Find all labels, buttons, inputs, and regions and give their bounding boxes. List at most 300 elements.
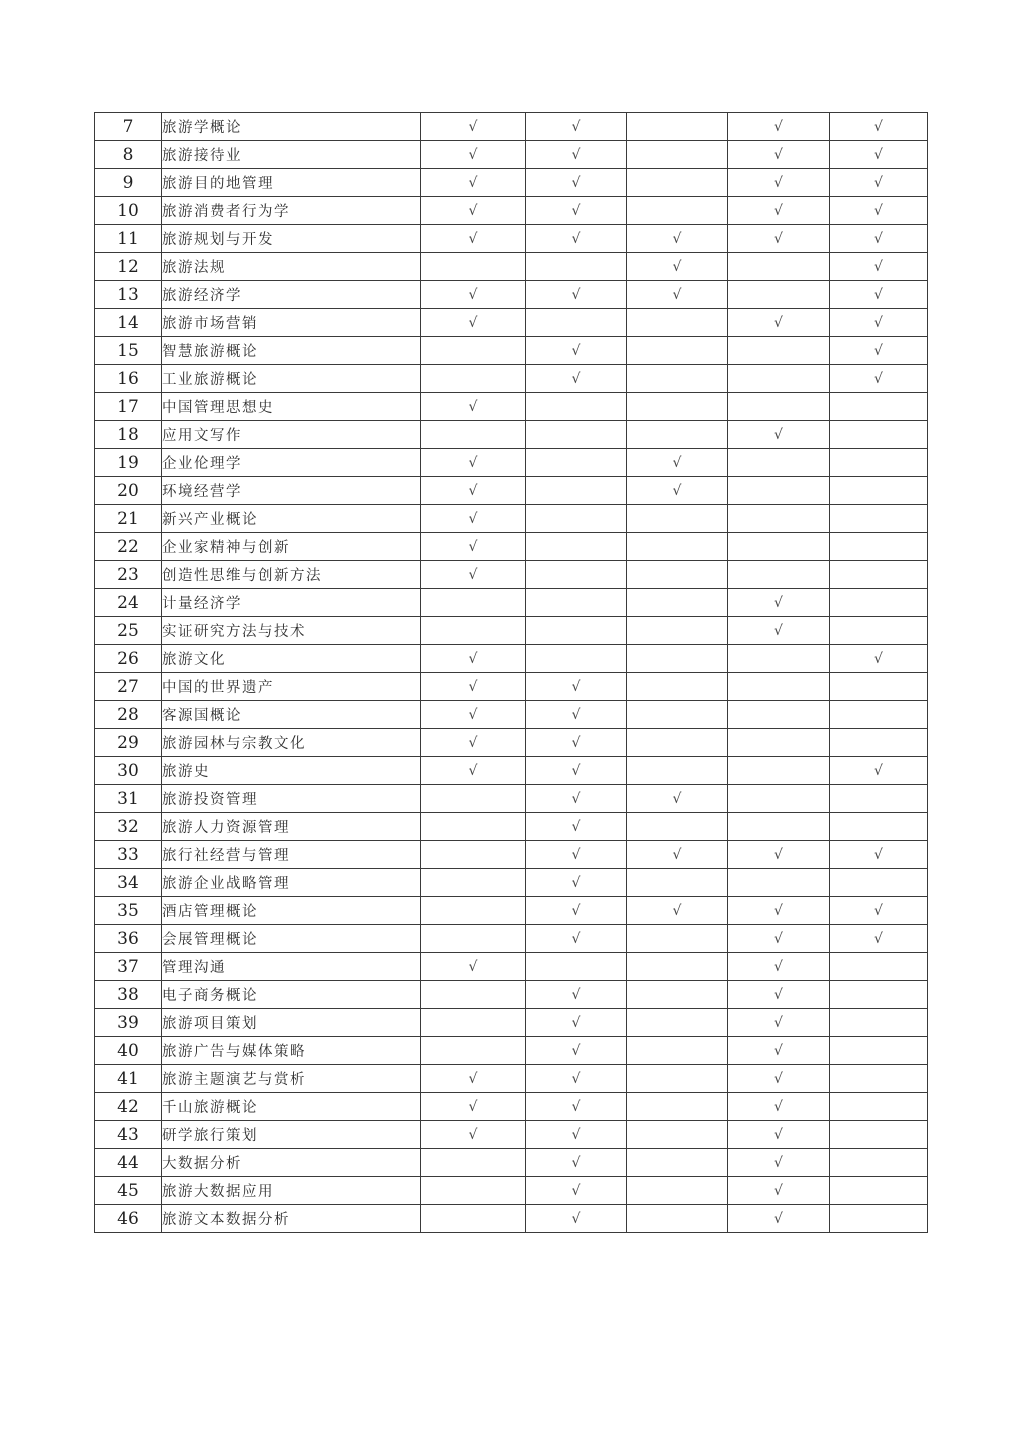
check-cell: √ <box>830 841 928 869</box>
table-row <box>95 225 928 253</box>
row-number-cell: 24 <box>95 589 162 617</box>
check-cell: √ <box>830 365 928 393</box>
check-cell: √ <box>526 981 627 1009</box>
course-name-cell: 计量经济学 <box>162 589 421 617</box>
row-number-cell: 44 <box>95 1149 162 1177</box>
row-number-cell: 35 <box>95 897 162 925</box>
row-number-cell: 17 <box>95 393 162 421</box>
check-cell: √ <box>526 925 627 953</box>
check-cell: √ <box>421 1065 526 1093</box>
row-number-cell: 25 <box>95 617 162 645</box>
check-cell <box>526 421 627 449</box>
check-cell: √ <box>526 1205 627 1233</box>
check-cell <box>421 421 526 449</box>
table-row <box>95 701 928 729</box>
check-cell <box>421 1149 526 1177</box>
table-row <box>95 841 928 869</box>
check-cell <box>526 253 627 281</box>
table-row <box>95 533 928 561</box>
check-cell <box>526 309 627 337</box>
check-cell <box>627 1205 728 1233</box>
check-cell: √ <box>526 1121 627 1149</box>
check-cell <box>728 729 830 757</box>
check-cell: √ <box>526 673 627 701</box>
table-row <box>95 813 928 841</box>
table-row <box>95 477 928 505</box>
check-cell: √ <box>728 1121 830 1149</box>
check-cell <box>421 617 526 645</box>
check-cell: √ <box>421 729 526 757</box>
row-number-cell: 37 <box>95 953 162 981</box>
course-name-cell: 旅游广告与媒体策略 <box>162 1037 421 1065</box>
table-row <box>95 561 928 589</box>
check-cell <box>830 533 928 561</box>
check-cell <box>421 1037 526 1065</box>
course-name-cell: 旅游文化 <box>162 645 421 673</box>
check-cell <box>627 953 728 981</box>
check-cell <box>830 785 928 813</box>
check-cell <box>627 729 728 757</box>
row-number-cell: 38 <box>95 981 162 1009</box>
row-number-cell: 32 <box>95 813 162 841</box>
check-cell: √ <box>526 225 627 253</box>
check-cell: √ <box>526 701 627 729</box>
check-cell <box>627 701 728 729</box>
row-number-cell: 14 <box>95 309 162 337</box>
course-name-cell: 旅游项目策划 <box>162 1009 421 1037</box>
course-name-cell: 旅游学概论 <box>162 113 421 141</box>
check-cell: √ <box>728 841 830 869</box>
check-cell: √ <box>421 645 526 673</box>
check-cell <box>627 813 728 841</box>
check-cell <box>526 505 627 533</box>
check-cell: √ <box>728 169 830 197</box>
row-number-cell: 18 <box>95 421 162 449</box>
check-cell: √ <box>526 813 627 841</box>
check-cell: √ <box>421 225 526 253</box>
check-cell: √ <box>421 281 526 309</box>
table-row <box>95 141 928 169</box>
check-cell <box>830 673 928 701</box>
course-name-cell: 企业伦理学 <box>162 449 421 477</box>
check-cell <box>421 1009 526 1037</box>
row-number-cell: 21 <box>95 505 162 533</box>
table-row <box>95 421 928 449</box>
check-cell <box>830 1121 928 1149</box>
check-cell <box>830 505 928 533</box>
row-number-cell: 30 <box>95 757 162 785</box>
row-number-cell: 28 <box>95 701 162 729</box>
check-cell: √ <box>830 113 928 141</box>
table-row <box>95 589 928 617</box>
check-cell <box>830 1065 928 1093</box>
table-row <box>95 981 928 1009</box>
course-name-cell: 应用文写作 <box>162 421 421 449</box>
course-name-cell: 管理沟通 <box>162 953 421 981</box>
check-cell <box>830 1177 928 1205</box>
check-cell <box>627 673 728 701</box>
check-cell <box>627 981 728 1009</box>
course-name-cell: 大数据分析 <box>162 1149 421 1177</box>
check-cell: √ <box>728 897 830 925</box>
check-cell: √ <box>526 1177 627 1205</box>
check-cell <box>526 533 627 561</box>
table-row <box>95 1177 928 1205</box>
check-cell: √ <box>627 253 728 281</box>
course-name-cell: 千山旅游概论 <box>162 1093 421 1121</box>
check-cell: √ <box>421 757 526 785</box>
check-cell <box>627 421 728 449</box>
table-row <box>95 757 928 785</box>
check-cell: √ <box>728 309 830 337</box>
row-number-cell: 26 <box>95 645 162 673</box>
course-name-cell: 工业旅游概论 <box>162 365 421 393</box>
check-cell: √ <box>728 1093 830 1121</box>
check-cell: √ <box>421 533 526 561</box>
row-number-cell: 46 <box>95 1205 162 1233</box>
check-cell: √ <box>728 225 830 253</box>
check-cell <box>627 113 728 141</box>
table-row <box>95 197 928 225</box>
table-row <box>95 953 928 981</box>
check-cell <box>627 197 728 225</box>
check-cell: √ <box>830 897 928 925</box>
check-cell <box>830 953 928 981</box>
table-row <box>95 925 928 953</box>
check-cell <box>627 505 728 533</box>
check-cell <box>830 729 928 757</box>
check-cell: √ <box>627 225 728 253</box>
check-cell <box>830 1205 928 1233</box>
check-cell: √ <box>830 337 928 365</box>
check-cell: √ <box>830 169 928 197</box>
row-number-cell: 15 <box>95 337 162 365</box>
check-cell <box>728 337 830 365</box>
check-cell: √ <box>526 1065 627 1093</box>
check-cell: √ <box>627 281 728 309</box>
check-cell: √ <box>421 1093 526 1121</box>
check-cell <box>627 1121 728 1149</box>
course-name-cell: 旅行社经营与管理 <box>162 841 421 869</box>
row-number-cell: 36 <box>95 925 162 953</box>
check-cell <box>421 925 526 953</box>
check-cell: √ <box>830 925 928 953</box>
row-number-cell: 20 <box>95 477 162 505</box>
check-cell: √ <box>728 617 830 645</box>
table-row <box>95 393 928 421</box>
check-cell <box>728 869 830 897</box>
course-name-cell: 环境经营学 <box>162 477 421 505</box>
check-cell: √ <box>627 785 728 813</box>
row-number-cell: 23 <box>95 561 162 589</box>
check-cell: √ <box>421 113 526 141</box>
check-cell <box>627 169 728 197</box>
check-cell: √ <box>728 113 830 141</box>
check-cell <box>830 421 928 449</box>
check-cell: √ <box>421 505 526 533</box>
check-cell <box>728 813 830 841</box>
check-cell: √ <box>728 1065 830 1093</box>
check-cell: √ <box>728 1177 830 1205</box>
check-cell <box>728 505 830 533</box>
course-name-cell: 旅游大数据应用 <box>162 1177 421 1205</box>
check-cell <box>627 365 728 393</box>
row-number-cell: 19 <box>95 449 162 477</box>
check-cell <box>728 673 830 701</box>
check-cell <box>830 477 928 505</box>
check-cell <box>728 561 830 589</box>
check-cell: √ <box>830 197 928 225</box>
check-cell <box>627 925 728 953</box>
check-cell: √ <box>830 281 928 309</box>
check-cell: √ <box>421 477 526 505</box>
course-name-cell: 酒店管理概论 <box>162 897 421 925</box>
row-number-cell: 41 <box>95 1065 162 1093</box>
check-cell <box>627 617 728 645</box>
row-number-cell: 43 <box>95 1121 162 1149</box>
check-cell: √ <box>830 645 928 673</box>
check-cell: √ <box>830 309 928 337</box>
row-number-cell: 7 <box>95 113 162 141</box>
row-number-cell: 8 <box>95 141 162 169</box>
check-cell <box>830 449 928 477</box>
course-name-cell: 旅游目的地管理 <box>162 169 421 197</box>
table-row <box>95 365 928 393</box>
check-cell <box>728 477 830 505</box>
check-cell <box>830 561 928 589</box>
course-name-cell: 旅游人力资源管理 <box>162 813 421 841</box>
table-row <box>95 673 928 701</box>
table-body <box>95 113 928 1233</box>
check-cell: √ <box>627 841 728 869</box>
check-cell <box>526 589 627 617</box>
check-cell: √ <box>526 897 627 925</box>
course-name-cell: 电子商务概论 <box>162 981 421 1009</box>
check-cell: √ <box>830 141 928 169</box>
check-cell <box>421 897 526 925</box>
check-cell: √ <box>526 197 627 225</box>
row-number-cell: 45 <box>95 1177 162 1205</box>
check-cell <box>830 617 928 645</box>
check-cell <box>627 393 728 421</box>
check-cell: √ <box>421 141 526 169</box>
row-number-cell: 31 <box>95 785 162 813</box>
course-name-cell: 旅游规划与开发 <box>162 225 421 253</box>
course-name-cell: 创造性思维与创新方法 <box>162 561 421 589</box>
check-cell: √ <box>728 141 830 169</box>
table-row <box>95 645 928 673</box>
check-cell: √ <box>728 1037 830 1065</box>
check-cell <box>627 869 728 897</box>
table-row <box>95 897 928 925</box>
row-number-cell: 16 <box>95 365 162 393</box>
course-name-cell: 旅游法规 <box>162 253 421 281</box>
check-cell <box>627 309 728 337</box>
check-cell: √ <box>421 701 526 729</box>
check-cell: √ <box>421 197 526 225</box>
check-cell: √ <box>526 365 627 393</box>
table-row <box>95 169 928 197</box>
check-cell <box>421 1177 526 1205</box>
check-cell: √ <box>728 925 830 953</box>
check-cell <box>830 1037 928 1065</box>
row-number-cell: 33 <box>95 841 162 869</box>
check-cell: √ <box>728 1009 830 1037</box>
course-name-cell: 旅游市场营销 <box>162 309 421 337</box>
check-cell <box>421 589 526 617</box>
check-cell <box>526 645 627 673</box>
check-cell <box>830 393 928 421</box>
table-row <box>95 869 928 897</box>
check-cell: √ <box>526 841 627 869</box>
check-cell <box>526 393 627 421</box>
check-cell <box>728 785 830 813</box>
check-cell: √ <box>830 253 928 281</box>
check-cell: √ <box>526 1009 627 1037</box>
check-cell <box>526 617 627 645</box>
table-row <box>95 617 928 645</box>
check-cell: √ <box>526 729 627 757</box>
check-cell <box>728 701 830 729</box>
check-cell <box>627 1149 728 1177</box>
course-name-cell: 旅游史 <box>162 757 421 785</box>
course-name-cell: 新兴产业概论 <box>162 505 421 533</box>
check-cell: √ <box>526 337 627 365</box>
row-number-cell: 9 <box>95 169 162 197</box>
check-cell: √ <box>526 169 627 197</box>
course-name-cell: 实证研究方法与技术 <box>162 617 421 645</box>
check-cell <box>728 365 830 393</box>
check-cell: √ <box>728 953 830 981</box>
check-cell: √ <box>728 197 830 225</box>
table-row <box>95 729 928 757</box>
row-number-cell: 42 <box>95 1093 162 1121</box>
check-cell <box>830 701 928 729</box>
table-row <box>95 309 928 337</box>
table-row <box>95 253 928 281</box>
course-name-cell: 旅游文本数据分析 <box>162 1205 421 1233</box>
table-row <box>95 505 928 533</box>
check-cell: √ <box>526 281 627 309</box>
table-row <box>95 1121 928 1149</box>
check-cell: √ <box>830 757 928 785</box>
check-cell: √ <box>728 1205 830 1233</box>
course-name-cell: 旅游消费者行为学 <box>162 197 421 225</box>
row-number-cell: 27 <box>95 673 162 701</box>
check-cell: √ <box>526 113 627 141</box>
check-cell <box>627 561 728 589</box>
course-name-cell: 企业家精神与创新 <box>162 533 421 561</box>
table-row <box>95 1009 928 1037</box>
course-name-cell: 旅游主题演艺与赏析 <box>162 1065 421 1093</box>
check-cell <box>627 533 728 561</box>
check-cell <box>421 981 526 1009</box>
check-cell: √ <box>421 169 526 197</box>
check-cell <box>421 785 526 813</box>
check-cell: √ <box>526 869 627 897</box>
check-cell <box>830 981 928 1009</box>
check-cell: √ <box>421 561 526 589</box>
check-cell <box>421 1205 526 1233</box>
check-cell: √ <box>421 309 526 337</box>
table-row <box>95 785 928 813</box>
table-row <box>95 1093 928 1121</box>
check-cell <box>627 1065 728 1093</box>
course-name-cell: 旅游接待业 <box>162 141 421 169</box>
check-cell: √ <box>526 785 627 813</box>
check-cell: √ <box>526 1149 627 1177</box>
row-number-cell: 34 <box>95 869 162 897</box>
check-cell <box>421 813 526 841</box>
check-cell <box>421 365 526 393</box>
check-cell: √ <box>728 1149 830 1177</box>
check-cell <box>728 449 830 477</box>
check-cell <box>728 281 830 309</box>
table-row <box>95 1205 928 1233</box>
table-row <box>95 281 928 309</box>
table-row <box>95 337 928 365</box>
check-cell <box>526 953 627 981</box>
course-name-cell: 旅游企业战略管理 <box>162 869 421 897</box>
row-number-cell: 12 <box>95 253 162 281</box>
check-cell <box>421 841 526 869</box>
row-number-cell: 39 <box>95 1009 162 1037</box>
course-name-cell: 会展管理概论 <box>162 925 421 953</box>
check-cell <box>830 589 928 617</box>
check-cell <box>830 1009 928 1037</box>
check-cell <box>421 337 526 365</box>
check-cell: √ <box>421 393 526 421</box>
check-cell <box>627 1093 728 1121</box>
check-cell <box>526 449 627 477</box>
check-cell: √ <box>421 673 526 701</box>
course-name-cell: 旅游经济学 <box>162 281 421 309</box>
course-name-cell: 研学旅行策划 <box>162 1121 421 1149</box>
check-cell: √ <box>421 953 526 981</box>
course-name-cell: 旅游园林与宗教文化 <box>162 729 421 757</box>
check-cell <box>421 253 526 281</box>
check-cell: √ <box>526 757 627 785</box>
check-cell: √ <box>526 1037 627 1065</box>
check-cell: √ <box>421 1121 526 1149</box>
course-name-cell: 客源国概论 <box>162 701 421 729</box>
table-row <box>95 449 928 477</box>
check-cell <box>627 337 728 365</box>
check-cell <box>830 1149 928 1177</box>
check-cell: √ <box>728 589 830 617</box>
row-number-cell: 13 <box>95 281 162 309</box>
check-cell <box>526 561 627 589</box>
check-cell: √ <box>830 225 928 253</box>
check-cell <box>627 1037 728 1065</box>
check-cell <box>421 869 526 897</box>
row-number-cell: 22 <box>95 533 162 561</box>
check-cell <box>627 1177 728 1205</box>
table-row <box>95 1149 928 1177</box>
check-cell <box>627 589 728 617</box>
check-cell: √ <box>526 1093 627 1121</box>
check-cell <box>830 813 928 841</box>
check-cell: √ <box>728 981 830 1009</box>
check-cell <box>526 477 627 505</box>
row-number-cell: 40 <box>95 1037 162 1065</box>
check-cell <box>627 141 728 169</box>
row-number-cell: 11 <box>95 225 162 253</box>
check-cell <box>627 757 728 785</box>
check-cell: √ <box>421 449 526 477</box>
check-cell <box>830 1093 928 1121</box>
check-cell <box>627 1009 728 1037</box>
